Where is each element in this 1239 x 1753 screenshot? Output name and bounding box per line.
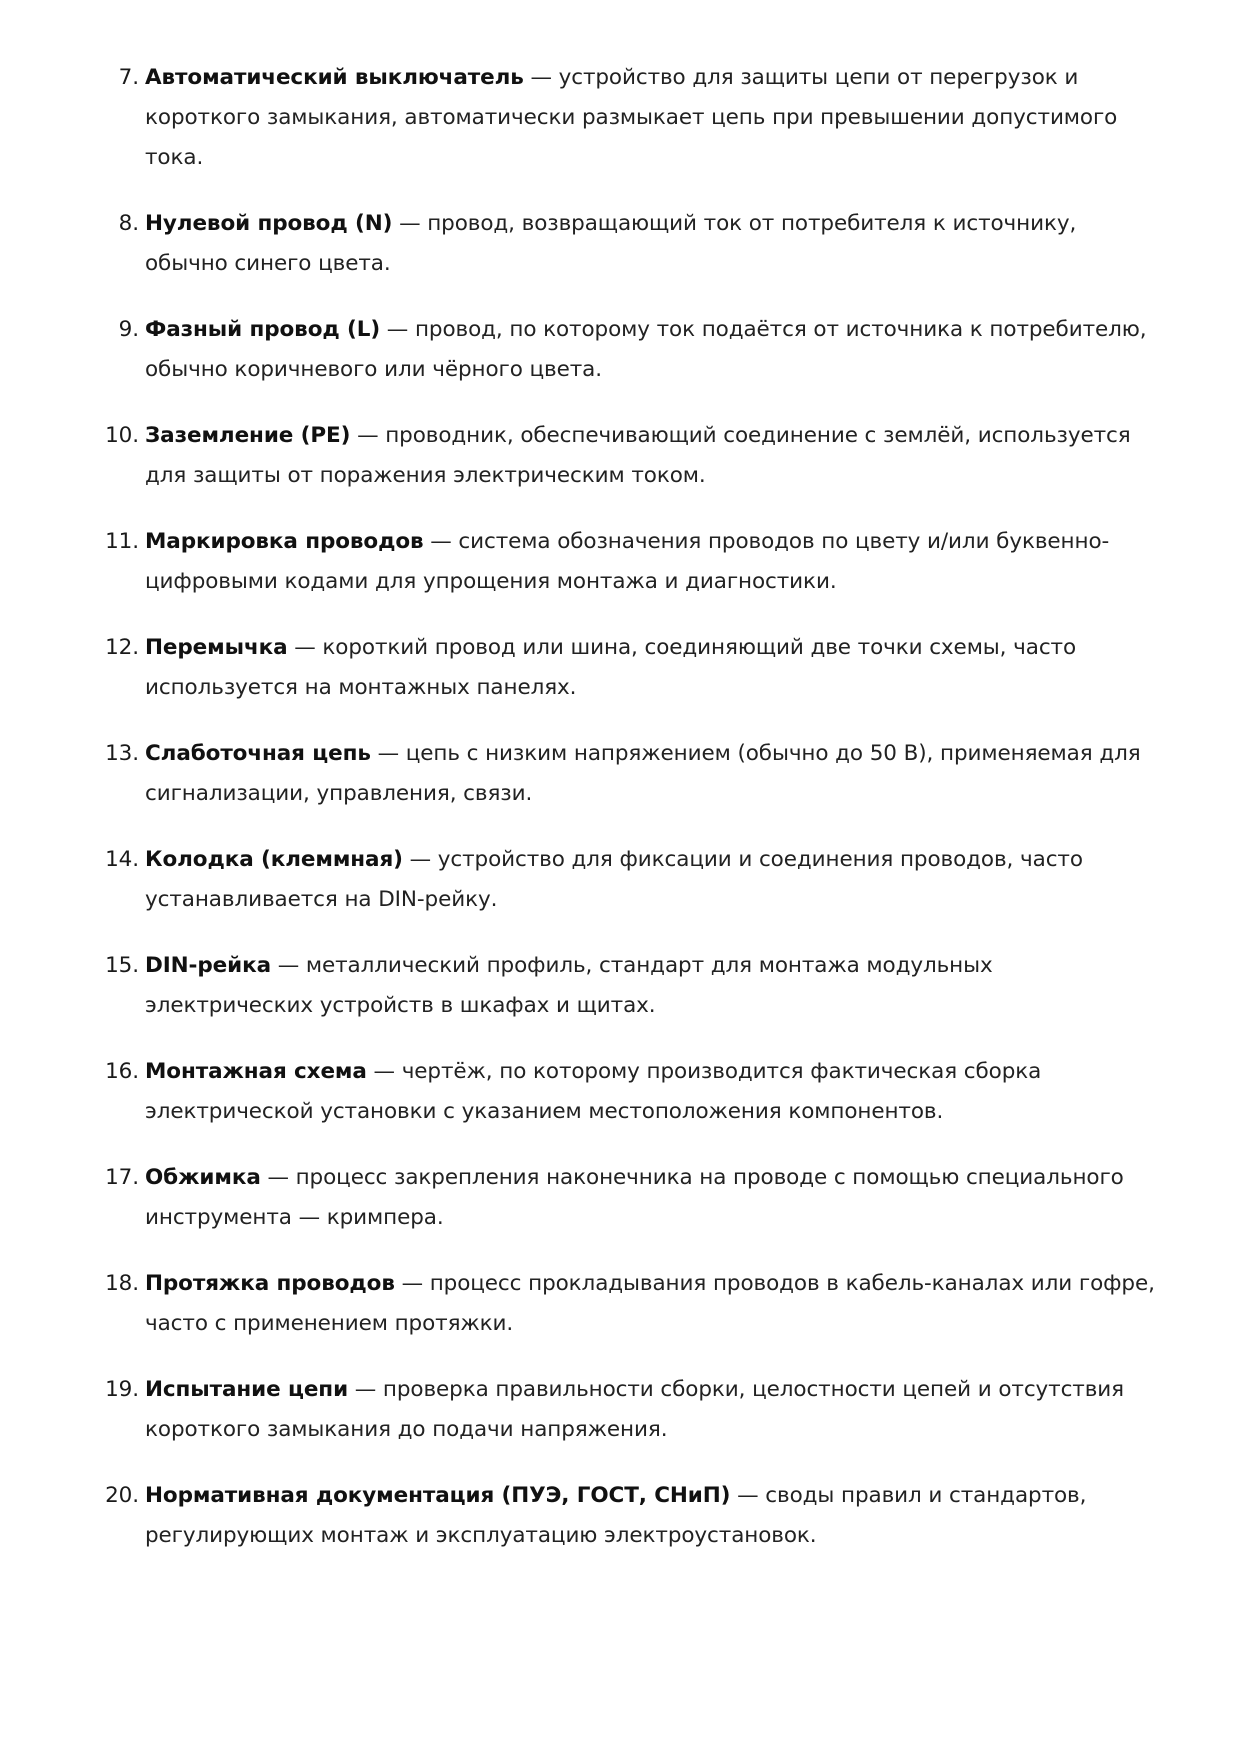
term-name: Слаботочная цепь bbox=[145, 741, 371, 766]
term-definition: — провод, возвращающий ток от потребителя к источнику, обычно синего цвета. bbox=[145, 211, 1077, 276]
list-item bbox=[0, 946, 1239, 1026]
list-item bbox=[0, 416, 1239, 496]
item-number: 18. bbox=[105, 1271, 139, 1296]
item-number: 7. bbox=[118, 65, 139, 90]
item-number: 17. bbox=[105, 1165, 139, 1190]
item-number: 13. bbox=[105, 741, 139, 766]
list-item bbox=[0, 58, 1239, 178]
list-item bbox=[0, 310, 1239, 390]
term-name: Обжимка bbox=[145, 1165, 261, 1190]
item-number: 8. bbox=[118, 211, 139, 236]
item-number: 14. bbox=[105, 847, 139, 872]
term-definition: — металлический профиль, стандарт для монтажа модульных электрических устройств в шкафах и щитах. bbox=[145, 953, 993, 1018]
list-item bbox=[0, 840, 1239, 920]
term-name: Маркировка проводов bbox=[145, 529, 424, 554]
list-item bbox=[0, 1476, 1239, 1556]
term-definition: — устройство для защиты цепи от перегрузок и короткого замыкания, автоматически размыкает цепь при превышении допустимого тока. bbox=[145, 65, 1118, 170]
list-item bbox=[0, 1370, 1239, 1450]
item-number: 10. bbox=[105, 423, 139, 448]
glossary-list bbox=[0, 58, 1239, 1582]
list-item bbox=[0, 204, 1239, 284]
item-number: 9. bbox=[118, 317, 139, 342]
item-number: 12. bbox=[105, 635, 139, 660]
item-number: 16. bbox=[105, 1059, 139, 1084]
term-name: Нулевой провод (N) bbox=[145, 211, 393, 236]
term-definition: — провод, по которому ток подаётся от источника к потребителю, обычно коричневого или чёрного цвета. bbox=[145, 317, 1147, 382]
term-name: Заземление (PE) bbox=[145, 423, 351, 448]
term-name: Монтажная схема bbox=[145, 1059, 367, 1084]
term-definition: — система обозначения проводов по цвету и/или буквенно-цифровыми кодами для упрощения монтажа и диагностики. bbox=[145, 529, 1110, 594]
item-number: 11. bbox=[105, 529, 139, 554]
list-item bbox=[0, 1264, 1239, 1344]
term-definition: — цепь с низким напряжением (обычно до 50 В), применяемая для сигнализации, управления, связи. bbox=[145, 741, 1141, 806]
term-definition: — проверка правильности сборки, целостности цепей и отсутствия короткого замыкания до подачи напряжения. bbox=[145, 1377, 1125, 1442]
term-name: Колодка (клеммная) bbox=[145, 847, 403, 872]
term-definition: — процесс прокладывания проводов в кабель-каналах или гофре, часто с применением протяжки. bbox=[145, 1271, 1155, 1336]
list-item bbox=[0, 628, 1239, 708]
term-definition: — чертёж, по которому производится фактическая сборка электрической установки с указанием местоположения компонентов. bbox=[145, 1059, 1042, 1124]
term-name: Фазный провод (L) bbox=[145, 317, 381, 342]
item-number: 19. bbox=[105, 1377, 139, 1402]
term-name: DIN-рейка bbox=[145, 953, 272, 978]
term-definition: — своды правил и стандартов, регулирующих монтаж и эксплуатацию электроустановок. bbox=[145, 1483, 1087, 1548]
item-number: 20. bbox=[105, 1483, 139, 1508]
term-name: Испытание цепи bbox=[145, 1377, 349, 1402]
item-number: 15. bbox=[105, 953, 139, 978]
term-name: Автоматический выключатель bbox=[145, 65, 524, 90]
list-item bbox=[0, 1158, 1239, 1238]
list-item bbox=[0, 1052, 1239, 1132]
term-definition: — проводник, обеспечивающий соединение с землёй, используется для защиты от поражения электрическим током. bbox=[145, 423, 1131, 488]
term-name: Протяжка проводов bbox=[145, 1271, 395, 1296]
term-definition: — короткий провод или шина, соединяющий две точки схемы, часто используется на монтажных панелях. bbox=[145, 635, 1077, 700]
term-name: Перемычка bbox=[145, 635, 288, 660]
list-item bbox=[0, 522, 1239, 602]
term-definition: — процесс закрепления наконечника на проводе с помощью специального инструмента — кримпера. bbox=[145, 1165, 1124, 1230]
term-name: Нормативная документация (ПУЭ, ГОСТ, СНиП) bbox=[145, 1483, 731, 1508]
list-item bbox=[0, 734, 1239, 814]
term-definition: — устройство для фиксации и соединения проводов, часто устанавливается на DIN-рейку. bbox=[145, 847, 1083, 912]
